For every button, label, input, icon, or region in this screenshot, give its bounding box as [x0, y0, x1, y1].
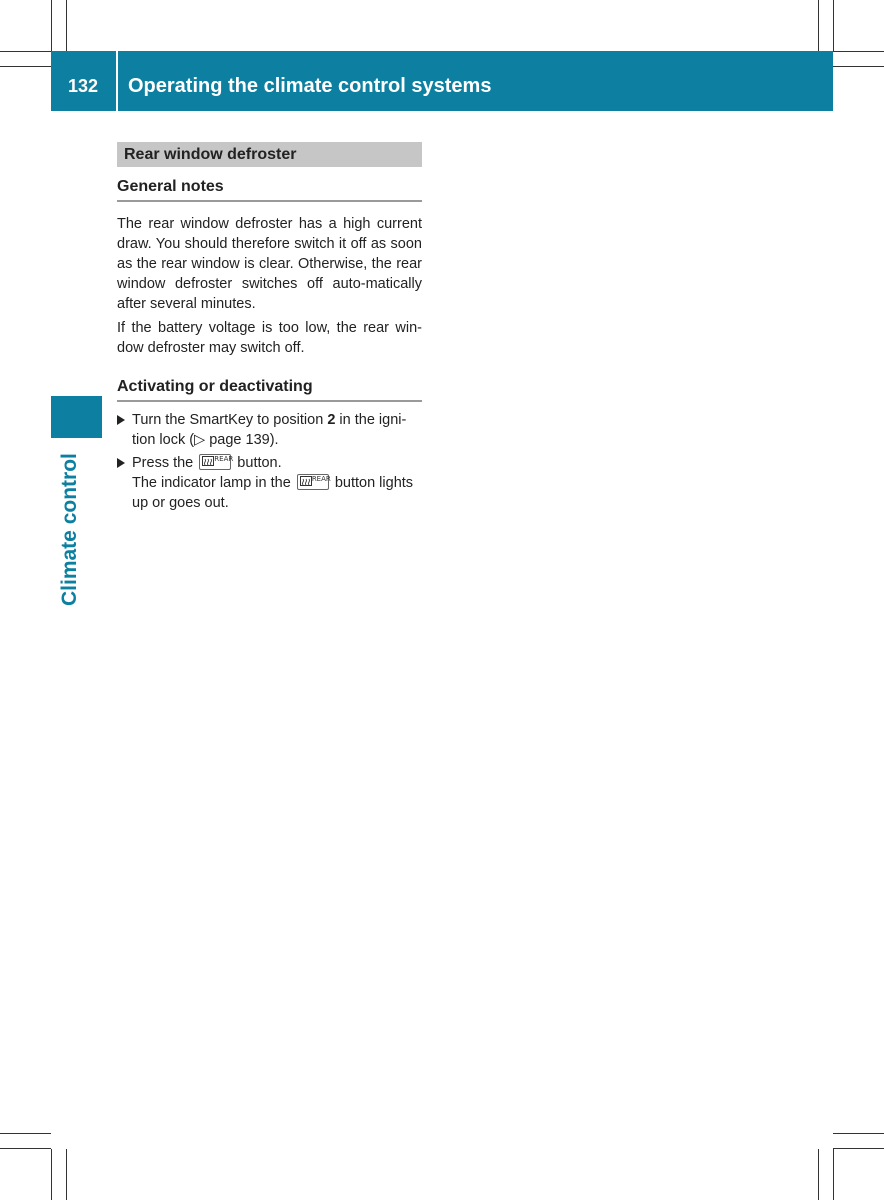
step-text: in the igni-tion lock (▷ page 139).	[132, 412, 407, 448]
ignition-position: 2	[327, 412, 336, 428]
crop-mark	[833, 51, 884, 52]
crop-mark	[0, 66, 51, 67]
crop-mark	[833, 1149, 834, 1200]
crop-mark	[833, 0, 834, 51]
crop-mark	[0, 51, 51, 52]
step-text: Turn the SmartKey to position	[132, 412, 328, 428]
crop-mark	[51, 0, 52, 51]
page-number: 132	[67, 75, 99, 96]
header-divider	[116, 51, 118, 111]
chapter-title: Operating the climate control systems	[128, 74, 492, 97]
rear-icon-label: REAR	[311, 475, 331, 483]
crop-mark	[818, 0, 819, 51]
step-text: The indicator lamp in the	[132, 475, 295, 491]
crop-mark	[66, 0, 67, 51]
page-header	[51, 51, 833, 111]
crop-mark	[818, 1149, 819, 1200]
side-tab-marker	[51, 396, 102, 438]
rear-defroster-icon	[199, 454, 234, 470]
subheading-general-notes: General notes	[117, 178, 422, 202]
bullet-arrow-icon	[117, 415, 125, 425]
crop-mark	[0, 1148, 51, 1149]
instruction-step	[117, 410, 422, 450]
step-text: Press the	[132, 455, 198, 471]
crop-mark	[51, 1149, 52, 1200]
crop-mark	[66, 1149, 67, 1200]
rear-defroster-icon	[297, 474, 329, 490]
bullet-arrow-icon	[117, 458, 125, 468]
rear-icon-label: REAR	[214, 455, 234, 463]
instruction-step	[117, 453, 422, 513]
section-title: Rear window defroster	[117, 142, 422, 167]
crop-mark	[833, 66, 884, 67]
crop-mark	[0, 1133, 51, 1134]
step-text: button lights up or goes out.	[132, 475, 414, 511]
step-text: button.	[233, 455, 282, 471]
paragraph: The rear window defroster has a high current draw. You should therefore switch it off as soon as the rear window is clear. Otherwise, the rear window defroster switches off auto-matically after several minutes.	[117, 216, 422, 312]
crop-mark	[833, 1133, 884, 1134]
crop-mark	[833, 1148, 884, 1149]
paragraph: If the battery voltage is too low, the rear win-dow defroster may switch off.	[117, 320, 422, 356]
side-tab-label: Climate control	[58, 453, 81, 606]
subheading-activating: Activating or deactivating	[117, 378, 422, 402]
main-content	[117, 142, 422, 513]
